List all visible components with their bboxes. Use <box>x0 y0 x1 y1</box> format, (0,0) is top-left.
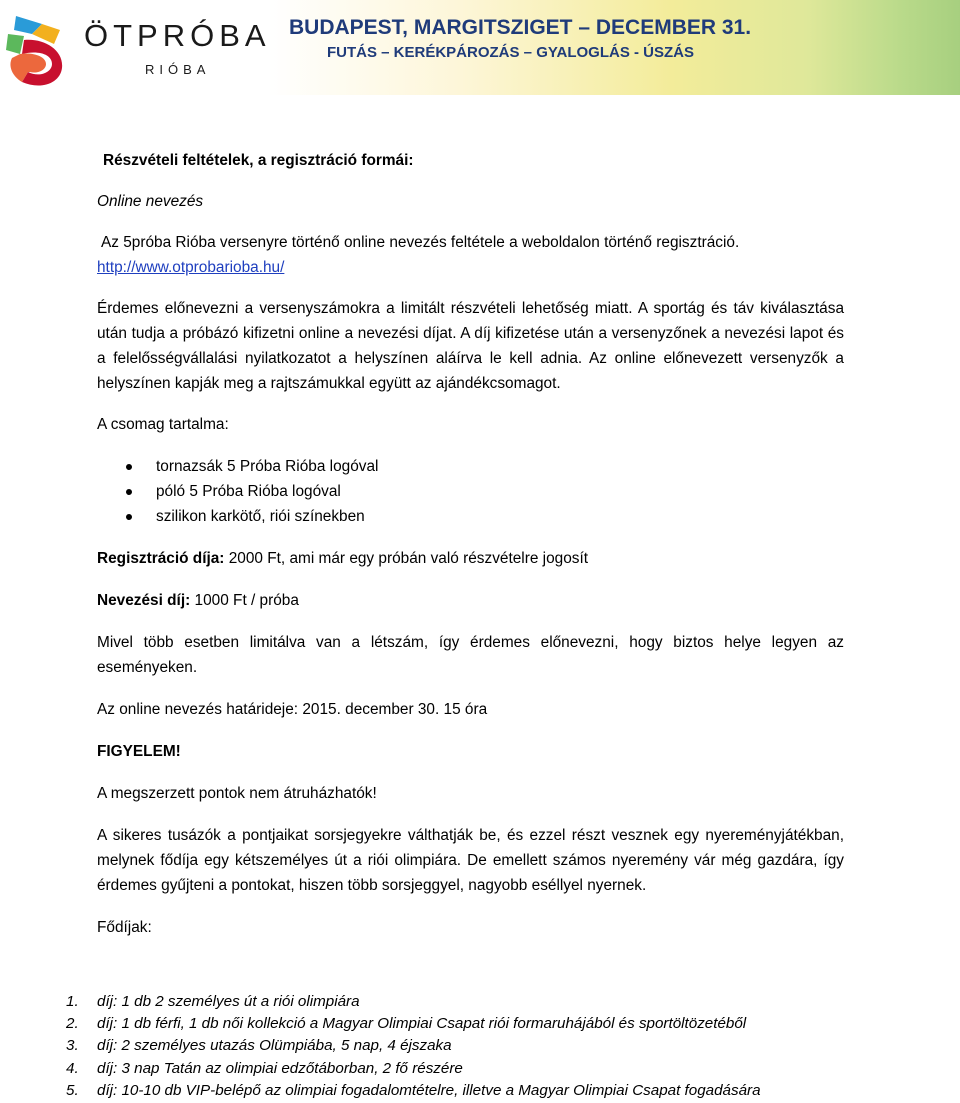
registration-fee-label: Regisztráció díja: <box>97 550 225 567</box>
entry-fee-label: Nevezési díj: <box>97 592 191 609</box>
list-item <box>66 1013 946 1035</box>
list-item <box>66 1035 946 1057</box>
prizes-title: Fődíjak: <box>97 919 152 936</box>
entry-fee <box>97 588 844 613</box>
section-heading: Részvételi feltételek, a regisztráció formái: <box>103 152 414 169</box>
registration-line: Az 5próba Rióba versenyre történő online nevezés feltétele a weboldalon történő regisztráció. <box>101 234 740 251</box>
registration-fee <box>97 546 844 571</box>
otproba-logo-icon <box>2 10 72 88</box>
event-subtitle: FUTÁS – KERÉKPÁROZÁS – GYALOGLÁS - ÚSZÁS <box>327 44 694 61</box>
prize-number: 4. <box>66 1059 79 1077</box>
prize-number: 5. <box>66 1081 79 1099</box>
page-header <box>0 0 960 95</box>
list-item: szilikon karkötő, riói színekben <box>97 504 844 529</box>
prize-number: 2. <box>66 1015 79 1033</box>
prize-text: díj: 3 nap Tatán az olimpiai edzőtáborban, 2 fő részére <box>97 1059 463 1077</box>
attention-label: FIGYELEM! <box>97 743 181 760</box>
bullet-icon <box>126 464 132 470</box>
prize-text: díj: 2 személyes utazás Olümpiába, 5 nap, 4 éjszaka <box>97 1037 452 1055</box>
package-list <box>97 454 844 529</box>
pre-registration-paragraph: Érdemes előnevezni a versenyszámokra a limitált részvételi lehetőség miatt. A sportág és táv kiválasztása után tudja a próbázó kifizetni online a nevezési díjat. A díj kifizetése után a versenyzőnek a nevezési lapot és a felelősségvállalási nyilatkozatot a helyszínen aláírva le kell adnia. Az online előnevezett versenyzők a helyszínen kapják meg a rajtszámukkal együtt az ajándékcsomagot. <box>97 300 844 392</box>
bullet-icon <box>126 489 132 495</box>
prize-text: díj: 10-10 db VIP-belépő az olimpiai fogadalomtételre, illetve a Magyar Olimpiai Csapat fogadására <box>97 1081 761 1099</box>
lottery-paragraph: A sikeres tusázók a pontjaikat sorsjegyekre válthatják be, és ezzel részt vesznek egy nyereményjátékban, melynek fődíja egy kétszemélyes út a riói olimpiára. De emellett számos nyeremény vár még gazdára, így érdemes gyűjteni a pontokat, hiszen több sorsjeggyel, nagyobb eséllyel nyernek. <box>97 827 844 894</box>
document-body <box>97 148 844 940</box>
limit-paragraph: Mivel több esetben limitálva van a létszám, így érdemes előnevezni, hogy biztos helye legyen az eseményeken. <box>97 634 844 676</box>
not-transferable-text: A megszerzett pontok nem átruházhatók! <box>97 785 377 802</box>
list-item <box>66 1080 946 1102</box>
online-registration-title: Online nevezés <box>97 193 204 210</box>
package-title: A csomag tartalma: <box>97 416 229 433</box>
list-item <box>66 991 946 1013</box>
deadline-text: Az online nevezés határideje: 2015. december 30. 15 óra <box>97 701 488 718</box>
prize-text: díj: 1 db 2 személyes út a riói olimpiára <box>97 993 360 1010</box>
prize-text: díj: 1 db férfi, 1 db női kollekció a Magyar Olimpiai Csapat riói formaruhájából és sportöltözetéből <box>97 1015 747 1033</box>
registration-fee-text: 2000 Ft, ami már egy próbán való részvételre jogosít <box>224 550 589 567</box>
prize-number: 3. <box>66 1037 79 1055</box>
website-link[interactable]: http://www.otprobarioba.hu/ <box>97 259 285 276</box>
brand-name: ÖTPRÓBA <box>84 18 271 53</box>
list-item: tornazsák 5 Próba Rióba logóval <box>97 454 844 479</box>
prizes-list <box>66 991 946 1102</box>
brand-subtitle: RIÓBA <box>145 62 211 77</box>
entry-fee-text: 1000 Ft / próba <box>190 592 299 609</box>
event-title: BUDAPEST, MARGITSZIGET – DECEMBER 31. <box>289 16 752 39</box>
list-item <box>66 1058 946 1080</box>
list-item: póló 5 Próba Rióba logóval <box>97 479 844 504</box>
bullet-icon <box>126 514 132 520</box>
prize-number: 1. <box>66 993 79 1010</box>
